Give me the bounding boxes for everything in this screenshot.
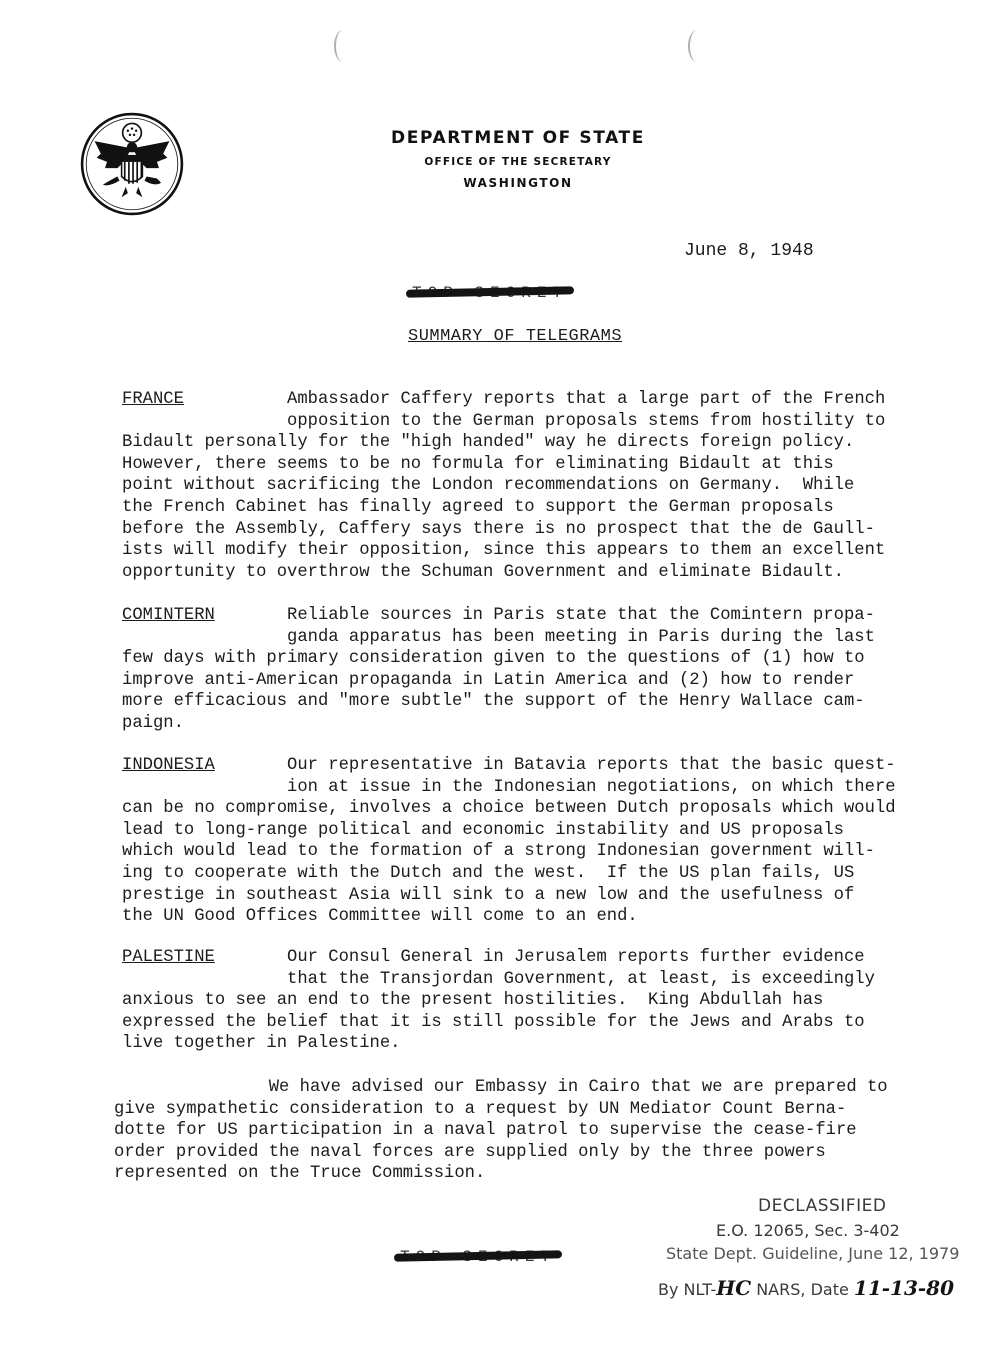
paragraph-line: ganda apparatus has been meeting in Paris during the last [287,627,875,647]
paragraph-line: order provided the naval forces are supplied only by the three powers [114,1142,826,1162]
punch-hole-mark-left [334,30,352,62]
paragraph-line: Our representative in Batavia reports that the basic quest- [287,756,896,775]
paragraph-line: give sympathetic consideration to a request by UN Mediator Count Berna- [114,1099,847,1119]
great-seal-icon [80,112,184,216]
paragraph-line: point without sacrificing the London recommendations on Germany. While [122,476,855,496]
section-heading: INDONESIA [122,756,215,775]
stamp-by-mid: NARS, Date [751,1280,854,1299]
section-first-line [122,947,875,969]
document-date: June 8, 1948 [684,241,814,261]
paragraph-line: Bidault personally for the "high handed" way he directs foreign policy. [122,433,855,453]
paragraph-line: live together in Palestine. [122,1034,401,1054]
paragraph-line: lead to long-range political and economic instability and US proposals [122,820,844,840]
stamp-guideline: State Dept. Guideline, June 12, 1979 [666,1244,960,1263]
paragraph-line: However, there seems to be no formula for eliminating Bidault at this [122,454,834,474]
paragraph-line: We have advised our Embassy in Cairo that we are prepared to [268,1078,888,1097]
paragraph-line: few days with primary consideration given to the questions of (1) how to [122,649,865,669]
review-date: 11-13-80 [853,1276,955,1300]
stamp-title: DECLASSIFIED [758,1196,887,1216]
paragraph-line: prestige in southeast Asia will sink to a new low and the usefulness of [122,885,855,905]
paragraph-line: the French Cabinet has finally agreed to support the German proposals [122,497,834,517]
paragraph-line: Reliable sources in Paris state that the Comintern propa- [287,606,875,625]
paragraph-line: ion at issue in the Indonesian negotiations, on which there [287,777,896,797]
section-france [122,389,885,583]
city-name: WASHINGTON [463,176,573,190]
section-heading: COMINTERN [122,606,215,625]
paragraph-line: ists will modify their opposition, since this appears to them an excellent [122,541,886,561]
summary-title: SUMMARY OF TELEGRAMS [408,327,623,346]
section-heading: PALESTINE [122,948,215,967]
paragraph-line: Our Consul General in Jerusalem reports further evidence [287,948,865,967]
paragraph-line: Ambassador Caffery reports that a large part of the French [287,390,886,409]
section-comintern [122,605,875,735]
paragraph-line: represented on the Truce Commission. [114,1164,486,1184]
classification-marking-top [412,284,568,302]
office-name: OFFICE OF THE SECRETARY [424,156,612,168]
department-name: DEPARTMENT OF STATE [391,128,645,148]
paragraph-line: more efficacious and "more subtle" the support of the Henry Wallace cam- [122,692,865,712]
paragraph-line: can be no compromise, involves a choice between Dutch proposals which would [122,799,896,819]
letterhead [368,128,668,190]
paragraph-line: that the Transjordan Government, at least, is exceedingly [287,969,875,989]
punch-hole-mark-right [688,30,706,62]
paragraph-line: opportunity to overthrow the Schuman Government and eliminate Bidault. [122,562,844,582]
stamp-authority: E.O. 12065, Sec. 3-402 [716,1221,900,1240]
section-indonesia [122,755,896,928]
section-palestine [122,947,875,1055]
paragraph-line: opposition to the German proposals stems from hostility to [287,411,886,431]
section-first-line [122,755,896,777]
paragraph-line: the UN Good Offices Committee will come to an end. [122,907,638,927]
paragraph-line: expressed the belief that it is still possible for the Jews and Arabs to [122,1012,865,1032]
paragraph-line: paign. [122,713,184,733]
section-first-line [122,389,885,411]
section-heading: FRANCE [122,390,184,409]
paragraph-line: improve anti-American propaganda in Latin America and (2) how to render [122,670,855,690]
paragraph-line: ing to cooperate with the Dutch and the west. If the US plan fails, US [122,863,855,883]
paragraph-line: dotte for US participation in a naval patrol to supervise the cease-fire [114,1121,857,1141]
paragraph-line: before the Assembly, Caffery says there is no prospect that the de Gaull- [122,519,875,539]
classification-marking-bottom [400,1248,556,1266]
section-first-line [122,605,875,627]
stamp-reviewer-line [658,1276,954,1300]
paragraph-line: which would lead to the formation of a strong Indonesian government will- [122,842,875,862]
paragraph-line: anxious to see an end to the present hostilities. King Abdullah has [122,991,824,1011]
section-cairo [114,1077,888,1185]
reviewer-initials: HC [716,1276,752,1300]
stamp-by-prefix: By NLT- [658,1280,717,1299]
